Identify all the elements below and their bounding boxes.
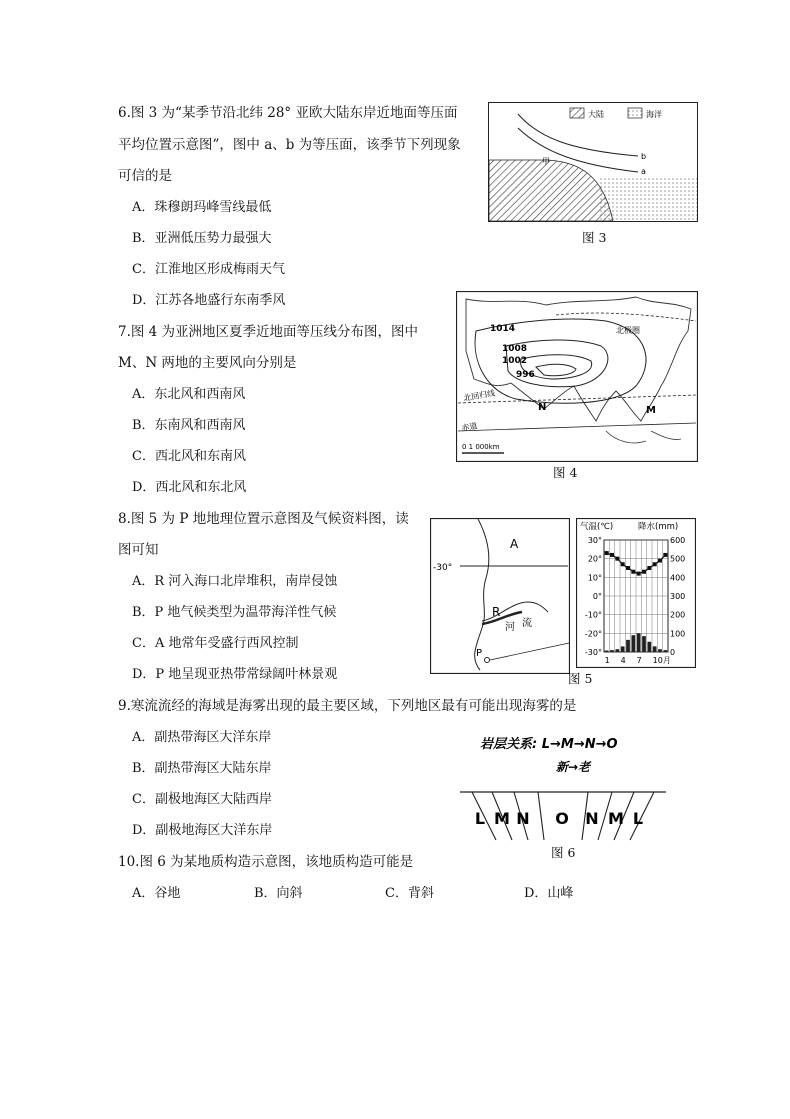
q10-option-d: D．山峰 bbox=[524, 886, 574, 901]
month-tick-label: 1 bbox=[604, 656, 610, 665]
temp-tick-label: 20° bbox=[587, 554, 602, 564]
label-tropic: 北回归线 bbox=[462, 388, 496, 403]
label-flow: 流 bbox=[522, 618, 532, 629]
temp-point bbox=[658, 559, 662, 563]
label-jia: 甲 bbox=[542, 157, 550, 166]
precip-tick-label: 100 bbox=[670, 629, 686, 639]
figure-4 bbox=[456, 291, 698, 462]
q10-option-b: B．向斜 bbox=[254, 886, 303, 901]
precip-bar bbox=[653, 646, 657, 652]
q8-option-b: B．P 地气候类型为温带海洋性气候 bbox=[132, 605, 337, 620]
isobar-label-1014: 1014 bbox=[490, 324, 516, 334]
label-a: a bbox=[641, 167, 646, 176]
precip-bar bbox=[615, 649, 619, 652]
q6-line-3: 可信的是 bbox=[118, 168, 172, 184]
temp-tick-label: -10° bbox=[584, 610, 602, 620]
q6-line-2: 平均位置示意图”，图中 a、b 为等压面，该季节下列现象 bbox=[118, 137, 461, 153]
label-a: A bbox=[510, 537, 519, 551]
fig6-subtitle: 新→老 bbox=[556, 760, 591, 774]
fig6-title: 岩层关系: L→M→N→O bbox=[480, 737, 618, 752]
precip-bar bbox=[631, 635, 635, 652]
q8-option-a: A．R 河入海口北岸堆积，南岸侵蚀 bbox=[132, 574, 338, 589]
temp-tick-label: 10° bbox=[587, 573, 602, 583]
q6-line-1: 6.图 3 为“某季节沿北纬 28° 亚欧大陆东岸近地面等压面 bbox=[118, 105, 458, 121]
q8-line-1: 8.图 5 为 P 地地理位置示意图及气候资料图，读 bbox=[118, 511, 409, 527]
q9-option-a: A．副热带海区大洋东岸 bbox=[132, 730, 272, 745]
temp-point bbox=[631, 570, 635, 574]
legend-land-label: 大陆 bbox=[588, 110, 604, 119]
lat-label: -30° bbox=[433, 563, 453, 573]
month-tick-label: 10月 bbox=[652, 656, 671, 665]
figure-5-climate-chart bbox=[576, 518, 696, 668]
q6-option-c: C．江淮地区形成梅雨天气 bbox=[132, 262, 285, 277]
temp-tick-label: 30° bbox=[587, 536, 602, 545]
temp-tick-label: -30° bbox=[584, 648, 602, 657]
temp-point bbox=[663, 553, 667, 557]
q7-option-a: A．东北风和西南风 bbox=[132, 387, 246, 402]
layer-label: M bbox=[608, 809, 624, 828]
layer-label: M bbox=[494, 809, 510, 828]
legend-land-swatch bbox=[570, 108, 584, 118]
isobar-label-996: 996 bbox=[516, 370, 535, 380]
precip-bar bbox=[637, 633, 641, 652]
precip-axis-title: 降水(mm) bbox=[638, 522, 679, 532]
sea-area bbox=[598, 176, 697, 221]
isobar-label-1002: 1002 bbox=[502, 356, 528, 366]
label-p: P bbox=[476, 648, 483, 659]
legend-sea-label: 海洋 bbox=[646, 110, 662, 119]
month-tick-label: 4 bbox=[620, 656, 626, 665]
precip-bar bbox=[610, 650, 614, 652]
layer-labels bbox=[475, 809, 643, 828]
layer-label: N bbox=[516, 809, 530, 828]
precip-bar bbox=[663, 650, 667, 652]
figure-3-caption: 图 3 bbox=[582, 230, 607, 245]
label-r: R bbox=[492, 605, 501, 619]
layer-label: L bbox=[474, 809, 486, 828]
temp-point bbox=[605, 551, 609, 555]
label-n: N bbox=[538, 402, 547, 413]
label-m: M bbox=[646, 405, 656, 416]
temp-point bbox=[621, 562, 625, 566]
q7-option-b: B．东南风和西南风 bbox=[132, 418, 246, 433]
figure-4-caption: 图 4 bbox=[553, 465, 578, 480]
precip-tick-label: 0 bbox=[670, 648, 676, 657]
precip-bar bbox=[621, 646, 625, 652]
precip-tick-label: 600 bbox=[670, 536, 686, 545]
layer-label: O bbox=[555, 809, 569, 828]
temp-point bbox=[615, 557, 619, 561]
q9-option-b: B．副热带海区大陆东岸 bbox=[132, 761, 272, 776]
month-tick-label: 7 bbox=[636, 656, 642, 665]
precip-bar bbox=[626, 640, 630, 652]
precip-bar bbox=[642, 636, 646, 652]
temp-axis-title: 气温(℃) bbox=[580, 522, 614, 532]
precip-tick-label: 400 bbox=[670, 573, 686, 583]
q8-option-c: C．A 地常年受盛行西风控制 bbox=[132, 636, 299, 651]
precip-bar bbox=[605, 651, 609, 652]
figure-3 bbox=[488, 102, 698, 222]
temp-tick-label: -20° bbox=[584, 629, 602, 639]
label-b: b bbox=[641, 152, 647, 161]
q6-option-a: A．珠穆朗玛峰雪线最低 bbox=[132, 200, 272, 215]
figure-6 bbox=[458, 732, 668, 844]
q9-line-1: 9.寒流流经的海域是海雾出现的最主要区域，下列地区最有可能出现海雾的是 bbox=[118, 698, 577, 714]
temp-point bbox=[626, 566, 630, 570]
q7-option-c: C．西北风和东南风 bbox=[132, 449, 246, 464]
scale-label: 0 1 000km bbox=[462, 443, 500, 451]
legend-sea-swatch bbox=[628, 108, 642, 118]
temp-point bbox=[642, 570, 646, 574]
precip-tick-label: 200 bbox=[670, 610, 686, 620]
figure-5-caption: 图 5 bbox=[568, 671, 593, 686]
temp-tick-label: 0° bbox=[592, 592, 602, 601]
temp-point bbox=[637, 572, 641, 576]
layer-label: N bbox=[585, 809, 599, 828]
q8-option-d: D．P 地呈现亚热带常绿阔叶林景观 bbox=[132, 667, 338, 682]
temp-point bbox=[653, 562, 657, 566]
q9-option-c: C．副极地海区大陆西岸 bbox=[132, 792, 272, 807]
precip-bar bbox=[658, 649, 662, 652]
q7-line-2: M、N 两地的主要风向分别是 bbox=[118, 355, 297, 371]
layer-label: L bbox=[632, 809, 644, 828]
q6-option-d: D．江苏各地盛行东南季风 bbox=[132, 293, 286, 308]
isobar-label-1008: 1008 bbox=[502, 344, 528, 354]
label-equator: 赤道 bbox=[460, 421, 479, 433]
figure-5-map bbox=[430, 518, 570, 674]
q7-line-1: 7.图 4 为亚洲地区夏季近地面等压线分布图，图中 bbox=[118, 324, 419, 340]
label-arctic: 北极圈 bbox=[616, 326, 640, 335]
label-river: 河 bbox=[505, 622, 515, 633]
q6-option-b: B．亚洲低压势力最强大 bbox=[132, 231, 272, 246]
q7-option-d: D．西北风和东北风 bbox=[132, 480, 247, 495]
precip-bar bbox=[647, 642, 651, 652]
q10-option-c: C．背斜 bbox=[385, 886, 434, 901]
temp-point bbox=[647, 566, 651, 570]
precip-tick-label: 300 bbox=[670, 592, 686, 601]
q9-option-d: D．副极地海区大洋东岸 bbox=[132, 823, 273, 838]
q8-line-2: 图可知 bbox=[118, 542, 159, 558]
precip-tick-label: 500 bbox=[670, 554, 686, 564]
q10-line-1: 10.图 6 为某地质构造示意图，该地质构造可能是 bbox=[118, 854, 414, 870]
temp-point bbox=[610, 553, 614, 557]
q10-option-a: A．谷地 bbox=[132, 886, 181, 901]
figure-6-caption: 图 6 bbox=[551, 845, 576, 860]
